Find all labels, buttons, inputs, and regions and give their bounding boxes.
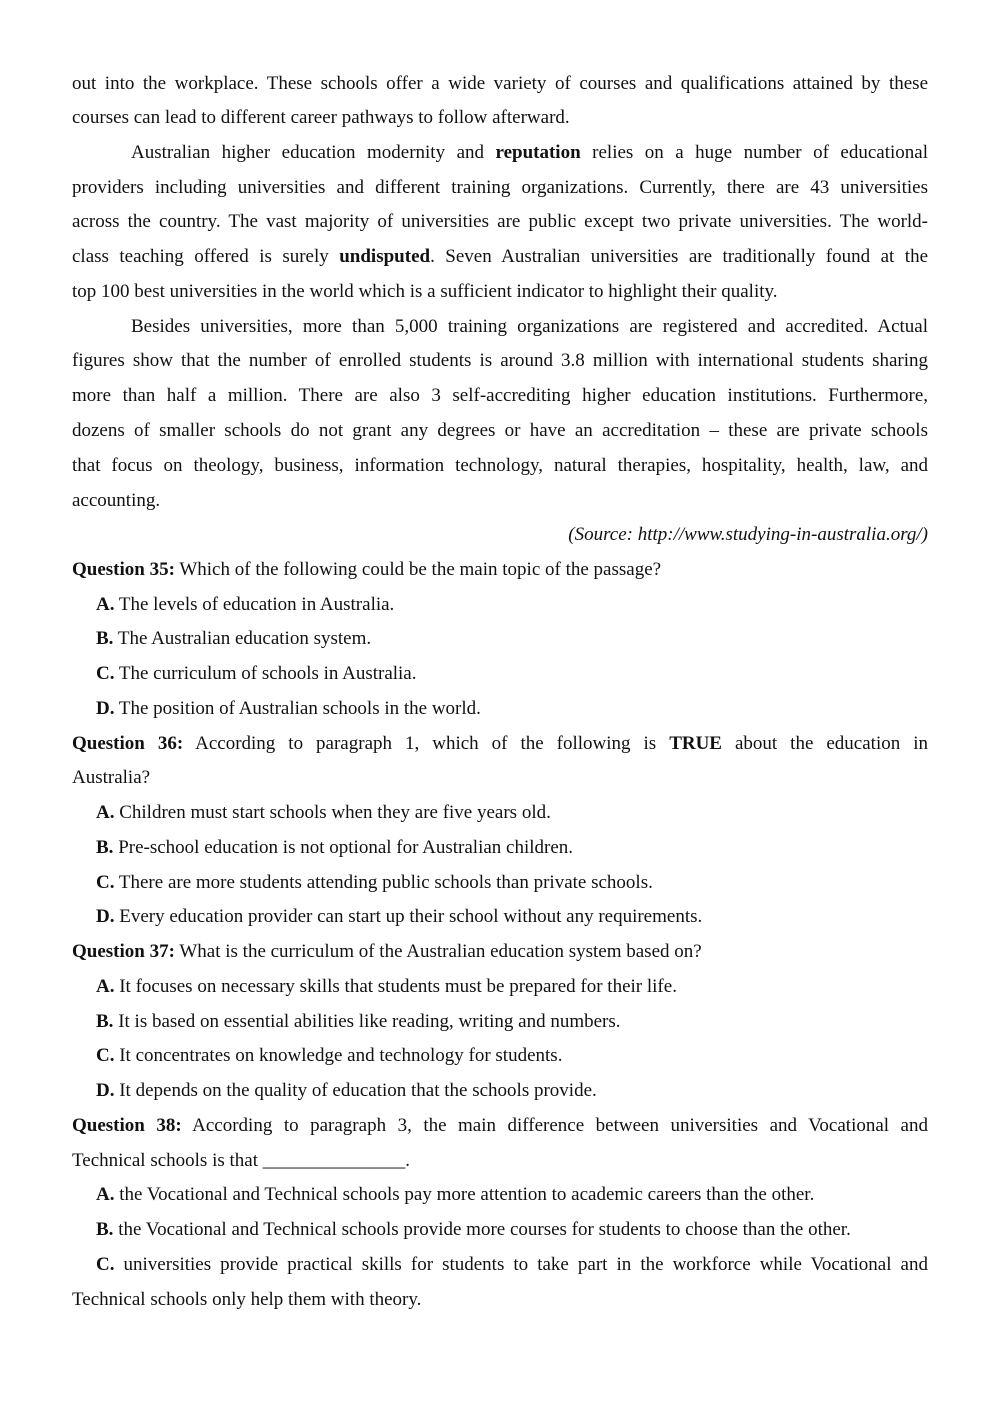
question-label: Question 37: — [72, 941, 175, 962]
answer-option[interactable]: B. The Australian education system. — [96, 628, 372, 649]
question-label: Question 38: — [72, 1115, 182, 1136]
question-label: Question 35: — [72, 559, 175, 580]
question-35: Question 35: Which of the following could be the main topic of the passage? — [72, 559, 662, 580]
answer-option[interactable]: B. It is based on essential abilities like reading, writing and numbers. — [96, 1011, 621, 1032]
answer-option[interactable]: A. The levels of education in Australia. — [96, 594, 395, 615]
answer-option[interactable]: D. It depends on the quality of education that the schools provide. — [96, 1080, 597, 1101]
answer-option[interactable]: A. It focuses on necessary skills that students must be prepared for their life. — [96, 976, 677, 997]
answer-option[interactable]: B. Pre-school education is not optional for Australian children. — [96, 837, 574, 858]
answer-option[interactable]: C. universities provide practical skills for students to take part in the workforce while Vocational and — [96, 1254, 928, 1275]
answer-option[interactable]: D. The position of Australian schools in the world. — [96, 698, 481, 719]
highlighted-word-undisputed: undisputed — [339, 246, 431, 267]
answer-option[interactable]: B. the Vocational and Technical schools provide more courses for students to choose than the other. — [96, 1219, 851, 1240]
passage-line: accounting. — [72, 490, 161, 511]
answer-option[interactable]: A. Children must start schools when they are five years old. — [96, 802, 551, 823]
passage-line: that focus on theology, business, information technology, natural therapies, hospitality, health, law, and — [72, 455, 928, 476]
highlighted-word-reputation: reputation — [495, 142, 581, 163]
question-36-cont: Australia? — [72, 767, 151, 788]
passage-line: Besides universities, more than 5,000 training organizations are registered and accredited. Actual — [131, 316, 928, 337]
question-label: Question 36: — [72, 733, 184, 754]
passage-line: across the country. The vast majority of universities are public except two private universities. The world- — [72, 211, 928, 232]
passage-line: top 100 best universities in the world which is a sufficient indicator to highlight their quality. — [72, 281, 778, 302]
passage-line: figures show that the number of enrolled students is around 3.8 million with international students sharing — [72, 350, 928, 371]
question-36: Question 36: According to paragraph 1, which of the following is TRUE about the education in — [72, 733, 928, 754]
passage-line: class teaching offered is surely undisputed. Seven Australian universities are traditionally found at the — [72, 246, 928, 267]
answer-option[interactable]: C. There are more students attending public schools than private schools. — [96, 872, 653, 893]
question-37: Question 37: What is the curriculum of the Australian education system based on? — [72, 941, 702, 962]
passage-line: providers including universities and different training organizations. Currently, there are 43 universities — [72, 177, 928, 198]
answer-option[interactable]: C. The curriculum of schools in Australia. — [96, 663, 417, 684]
answer-option[interactable]: C. It concentrates on knowledge and technology for students. — [96, 1045, 563, 1066]
question-38-cont: Technical schools is that _______________. — [72, 1150, 410, 1171]
passage-line: dozens of smaller schools do not grant any degrees or have an accreditation – these are private schools — [72, 420, 928, 441]
question-38: Question 38: According to paragraph 3, the main difference between universities and Vocational and — [72, 1115, 928, 1136]
answer-option[interactable]: A. the Vocational and Technical schools pay more attention to academic careers than the other. — [96, 1184, 815, 1205]
answer-option-cont: Technical schools only help them with theory. — [72, 1289, 422, 1310]
passage-line: Australian higher education modernity and reputation relies on a huge number of educational — [131, 142, 928, 163]
answer-option[interactable]: D. Every education provider can start up their school without any requirements. — [96, 906, 703, 927]
source-citation: (Source: http://www.studying-in-australia.org/) — [568, 524, 928, 545]
passage-line: more than half a million. There are also 3 self-accrediting higher education institutions. Furthermore, — [72, 385, 928, 406]
passage-line: courses can lead to different career pathways to follow afterward. — [72, 107, 570, 128]
passage-line: out into the workplace. These schools offer a wide variety of courses and qualifications attained by these — [72, 73, 928, 94]
